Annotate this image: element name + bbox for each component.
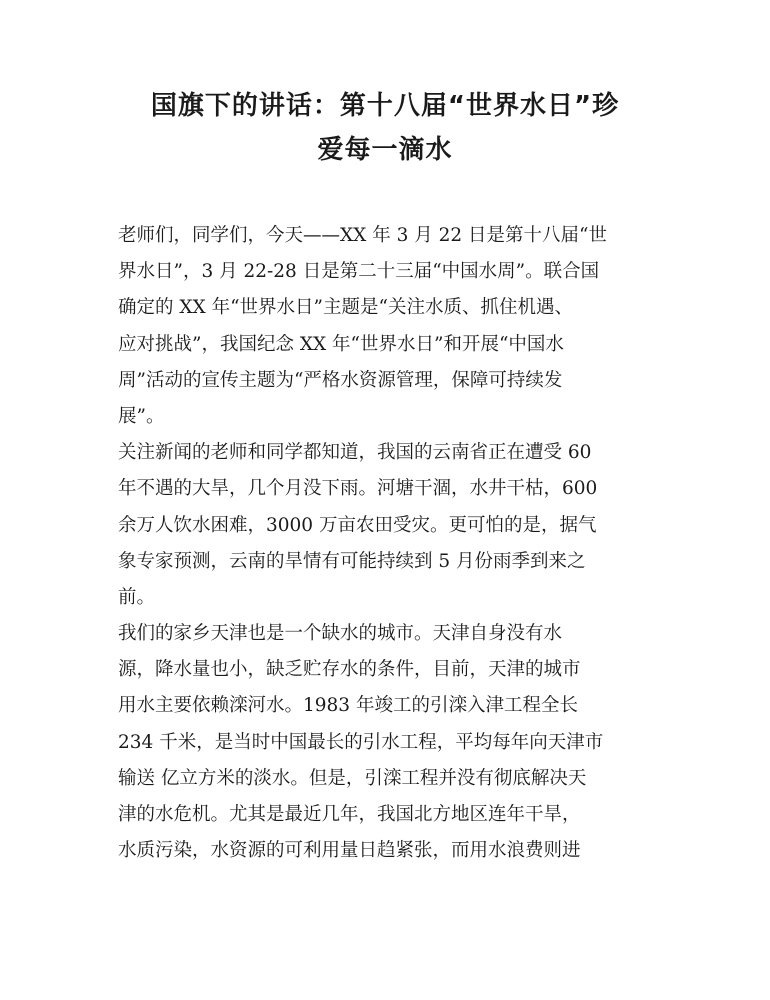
text-line: 展”。 [118, 405, 165, 427]
text-line: 前。 [118, 586, 156, 608]
text-line: 水质污染，水资源的可利用量日趋紧张，而用水浪费则进 [118, 840, 581, 862]
text-line: 我们的家乡天津也是一个缺水的城市。天津自身没有水 [118, 623, 563, 645]
title-line: 国旗下的讲话：第十八届“世界水日”珍 [150, 91, 620, 121]
text-line: 津的水危机。尤其是最近几年，我国北方地区连年干旱， [118, 804, 581, 825]
text-line: 应对挑战”，我国纪念 XX 年“世界水日”和开展“中国水 [118, 333, 564, 355]
text-line: 输送 亿立方米的淡水。但是，引滦工程并没有彻底解决天 [118, 767, 587, 789]
paragraph-1 [118, 218, 678, 435]
text-line: 余万人饮水困难，3000 万亩农田受灾。更可怕的是，据气 [118, 514, 597, 536]
text-line: 界水日”，3 月 22-28 日是第二十三届“中国水周”。联合国 [118, 261, 600, 283]
document-title [110, 84, 660, 172]
paragraph-3 [118, 616, 678, 869]
document-body [118, 218, 678, 869]
text-line: 老师们，同学们，今天——XX 年 3 月 22 日是第十八届“世 [118, 225, 608, 246]
text-line: 234 千米，是当时中国最长的引水工程，平均每年向天津市 [118, 731, 604, 753]
text-line: 用水主要依赖滦河水。1983 年竣工的引滦入津工程全长 [118, 695, 578, 717]
text-line: 象专家预测，云南的旱情有可能持续到 5 月份雨季到来之 [118, 550, 586, 572]
text-line: 源，降水量也小，缺乏贮存水的条件，目前，天津的城市 [118, 659, 581, 681]
text-line: 年不遇的大旱，几个月没下雨。河塘干涸，水井干枯，600 [118, 478, 598, 500]
title-line: 爱每一滴水 [317, 135, 453, 165]
text-line: 关注新闻的老师和同学都知道，我国的云南省正在遭受 60 [118, 442, 592, 464]
text-line: 确定的 XX 年“世界水日”主题是“关注水质、抓住机遇、 [118, 297, 573, 319]
paragraph-2 [118, 435, 678, 616]
text-line: 周”活动的宣传主题为“严格水资源管理，保障可持续发 [118, 369, 563, 391]
